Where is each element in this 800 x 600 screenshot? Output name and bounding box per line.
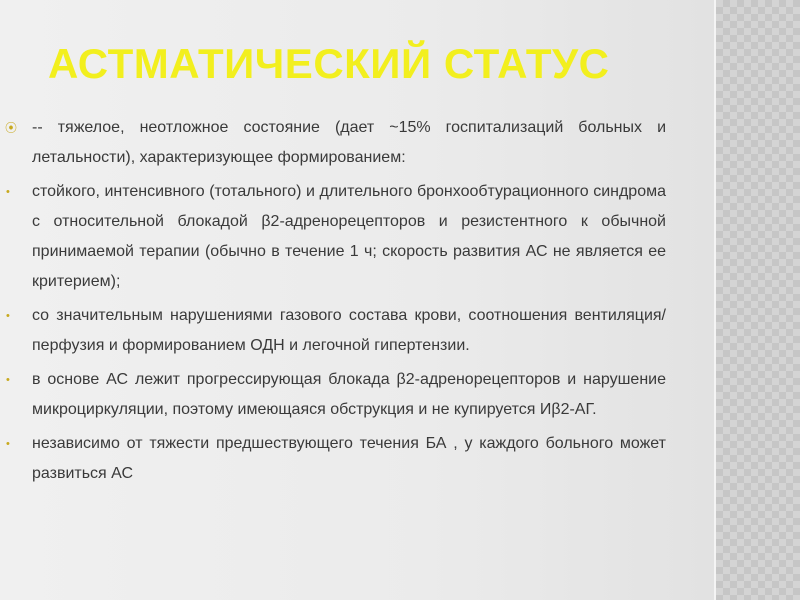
bullet-dot-icon: • bbox=[6, 186, 10, 198]
bullet-item bbox=[0, 301, 714, 361]
slide-title: АСТМАТИЧЕСКИЙ СТАТУС bbox=[48, 40, 610, 87]
bullet-item bbox=[0, 429, 714, 489]
bullet-text: со значительным нарушениями газового состава крови, соотношения вентиляция/перфузия и формированием ОДН и легочной гипертензии. bbox=[32, 307, 666, 354]
bullet-item bbox=[0, 365, 714, 425]
bullet-item bbox=[0, 177, 714, 297]
bullet-ring-icon: ⦿ bbox=[5, 121, 18, 135]
bullet-text: в основе АС лежит прогрессирующая блокада β2-адренорецепторов и нарушение микроциркуляции, поэтому имеющаяся обструкция и не купируется Иβ2-АГ. bbox=[32, 371, 666, 418]
bullet-item bbox=[0, 113, 714, 173]
bullet-dot-icon: • bbox=[6, 438, 10, 450]
decorative-side-panel bbox=[714, 0, 800, 600]
bullet-dot-icon: • bbox=[6, 310, 10, 322]
bullet-list bbox=[0, 113, 714, 493]
bullet-dot-icon: • bbox=[6, 374, 10, 386]
bullet-text: -- тяжелое, неотложное состояние (дает ~15% госпитализаций больных и летальности), характеризующее формированием: bbox=[32, 119, 666, 166]
bullet-text: стойкого, интенсивного (тотального) и длительного бронхообтурационного синдрома с относительной блокадой β2-адренорецепторов и резистентного к обычной принимаемой терапии (обычно в течение 1 ч; скорость развития АС не является ее критерием); bbox=[32, 183, 666, 290]
bullet-text: независимо от тяжести предшествующего течения БА , у каждого больного может развиться АС bbox=[32, 435, 666, 482]
